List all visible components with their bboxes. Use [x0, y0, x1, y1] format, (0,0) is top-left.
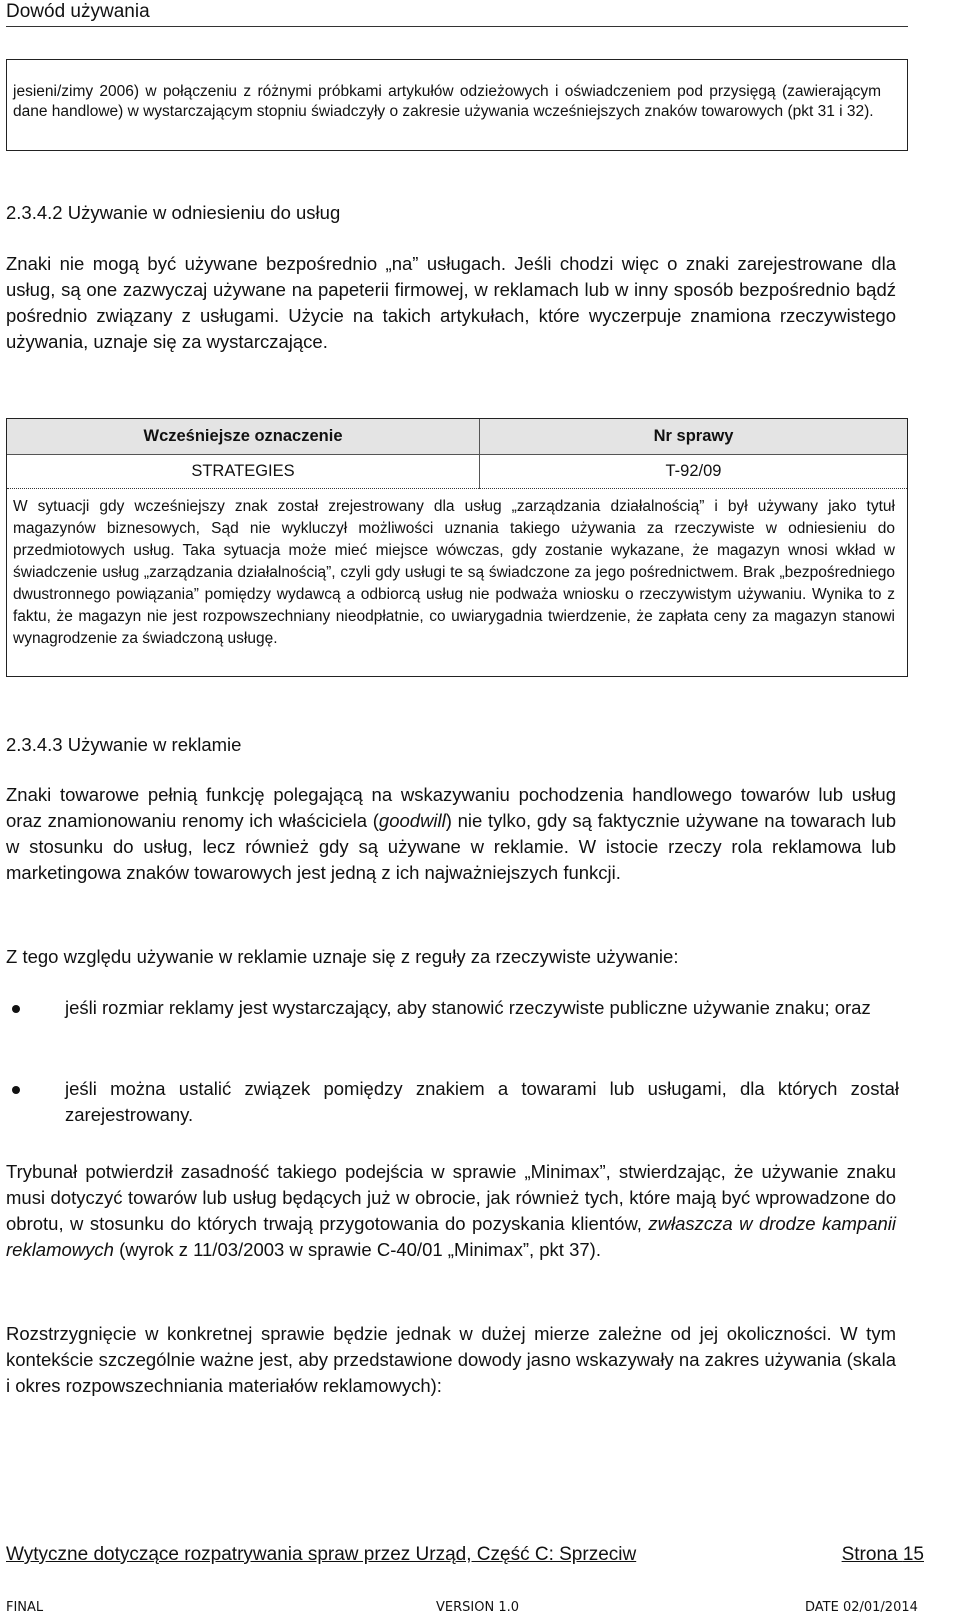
bullet-icon	[12, 1005, 20, 1013]
footer-page-label: Strona	[841, 1544, 903, 1565]
section-heading-2342: 2.3.4.2 Używanie w odniesieniu do usług	[6, 202, 341, 223]
section-heading-2343: 2.3.4.3 Używanie w reklamie	[6, 734, 242, 755]
list-item-text: jeśli można ustalić związek pomiędzy znakiem a towarami lub usługami, dla których został zarejestrowany.	[65, 1078, 899, 1125]
page-header-title: Dowód używania	[6, 1, 150, 22]
footer-page	[842, 1543, 924, 1567]
paragraph-rule-intro: Z tego względu używanie w reklamie uznaje się z reguły za rzeczywiste używanie:	[6, 946, 679, 967]
paragraph-text: Trybunał potwierdził zasadność takiego podejścia w sprawie „Minimax”, stwierdzając, że używanie znaku musi dotyczyć towarów lub usług będących już w obrocie, jak również tych, które mają być wprowadzone do obrotu, w stosunku do których trwają przygotowania do pozyskania klientów,	[6, 1161, 896, 1234]
paragraph-text: ) nie tylko, gdy są faktycznie używane na towarach lub w stosunku do usług, lecz również gdy są używane w reklamie. W istocie rzeczy rola reklamowa lub marketingowa znaków towarowych jest jedną z ich najważniejszych funkcji.	[6, 810, 896, 883]
paragraph-text: (wyrok z 11/03/2003 w sprawie C-40/01 „Minimax”, pkt 37).	[113, 1239, 601, 1260]
paragraph-advertising-function	[6, 782, 896, 886]
footer-final: FINAL	[6, 1600, 44, 1615]
table-divider-bottom	[7, 488, 907, 489]
table-cell-mark: STRATEGIES	[191, 462, 295, 480]
paragraph-italic-campaigns: zwłaszcza w drodze kampanii reklamowych	[6, 1213, 896, 1260]
footer-date: DATE 02/01/2014	[805, 1600, 918, 1615]
continuation-box	[6, 59, 908, 151]
table-header-case-number: Nr sprawy	[480, 419, 907, 454]
header-divider	[6, 26, 908, 27]
continuation-text: jesieni/zimy 2006) w połączeniu z różnymi próbkami artykułów odzieżowych i oświadczeniem pod przysięgą (zawierającym dane handlowe) w wystarczającym stopniu świadczyły o zakresie używania wcześniejszych znaków towarowych (pkt 31 i 32).	[13, 83, 881, 120]
paragraph-text: Znaki towarowe pełnią funkcję polegającą na wskazywaniu pochodzenia handlowego towarów lub usług oraz znamionowaniu renomy ich właściciela (	[6, 784, 896, 831]
paragraph-italic-goodwill: goodwill	[378, 810, 446, 831]
case-table	[7, 419, 907, 489]
list-item-text: jeśli rozmiar reklamy jest wystarczający, aby stanowić rzeczywiste publiczne używanie znaku; oraz	[65, 997, 871, 1018]
paragraph-services: Znaki nie mogą być używane bezpośrednio „na” usługach. Jeśli chodzi więc o znaki zarejestrowane dla usług, są one zazwyczaj używane na papeterii firmowej, w reklamach lub w inny sposób bezpośrednio bądź pośrednio związany z usługami. Użycie na takich artykułach, które wyczerpuje znamiona rzeczywistego używania, uznaje się za wystarczające.	[6, 253, 896, 352]
table-divider-horizontal	[7, 454, 907, 455]
footer-page-number: 15	[902, 1544, 924, 1565]
footer-version: VERSION 1.0	[436, 1600, 519, 1615]
table-cell-case-number: T-92/09	[665, 462, 722, 480]
case-box	[6, 418, 908, 677]
bullet-icon	[12, 1086, 20, 1094]
paragraph-minimax	[6, 1159, 896, 1263]
footer-document-title: Wytyczne dotyczące rozpatrywania spraw przez Urząd, Część C: Sprzeciw	[6, 1544, 637, 1565]
case-summary: W sytuacji gdy wcześniejszy znak został zrejestrowany dla usług „zarządzania działalnością” i był używany jako tytuł magazynów biznesowych, Sąd nie wykluczył możliwości uznania takiego używania za rzeczywiste w odniesieniu do przedmiotowych usług. Taka sytuacja może mieć miejsce wówczas, gdy zostanie wykazane, że magazyn wnosi wkład w świadczenie usług „zarządzania działalnością”, czyli gdy usługi te są świadczone za jego pośrednictwem. Brak „bezpośredniego dwustronnego powiązania” pomiędzy wydawcą a odbiorcą usług nie podważa wniosku o rzeczywistym używaniu. Wynika to z faktu, że magazyn nie jest rozpowszechniany nieodpłatnie, co uwiarygadnia twierdzenie, że zapłata ceny za magazyn stanowi wynagrodzenie za świadczoną usługę.	[13, 498, 895, 647]
table-header-earlier-mark: Wcześniejsze oznaczenie	[7, 419, 479, 454]
paragraph-circumstances: Rozstrzygnięcie w konkretnej sprawie będzie jednak w dużej mierze zależne od jej okoliczności. W tym kontekście szczególnie ważne jest, aby przedstawione dowody jasno wskazywały na zakres używania (skala i okres rozpowszechniania materiałów reklamowych):	[6, 1323, 896, 1396]
